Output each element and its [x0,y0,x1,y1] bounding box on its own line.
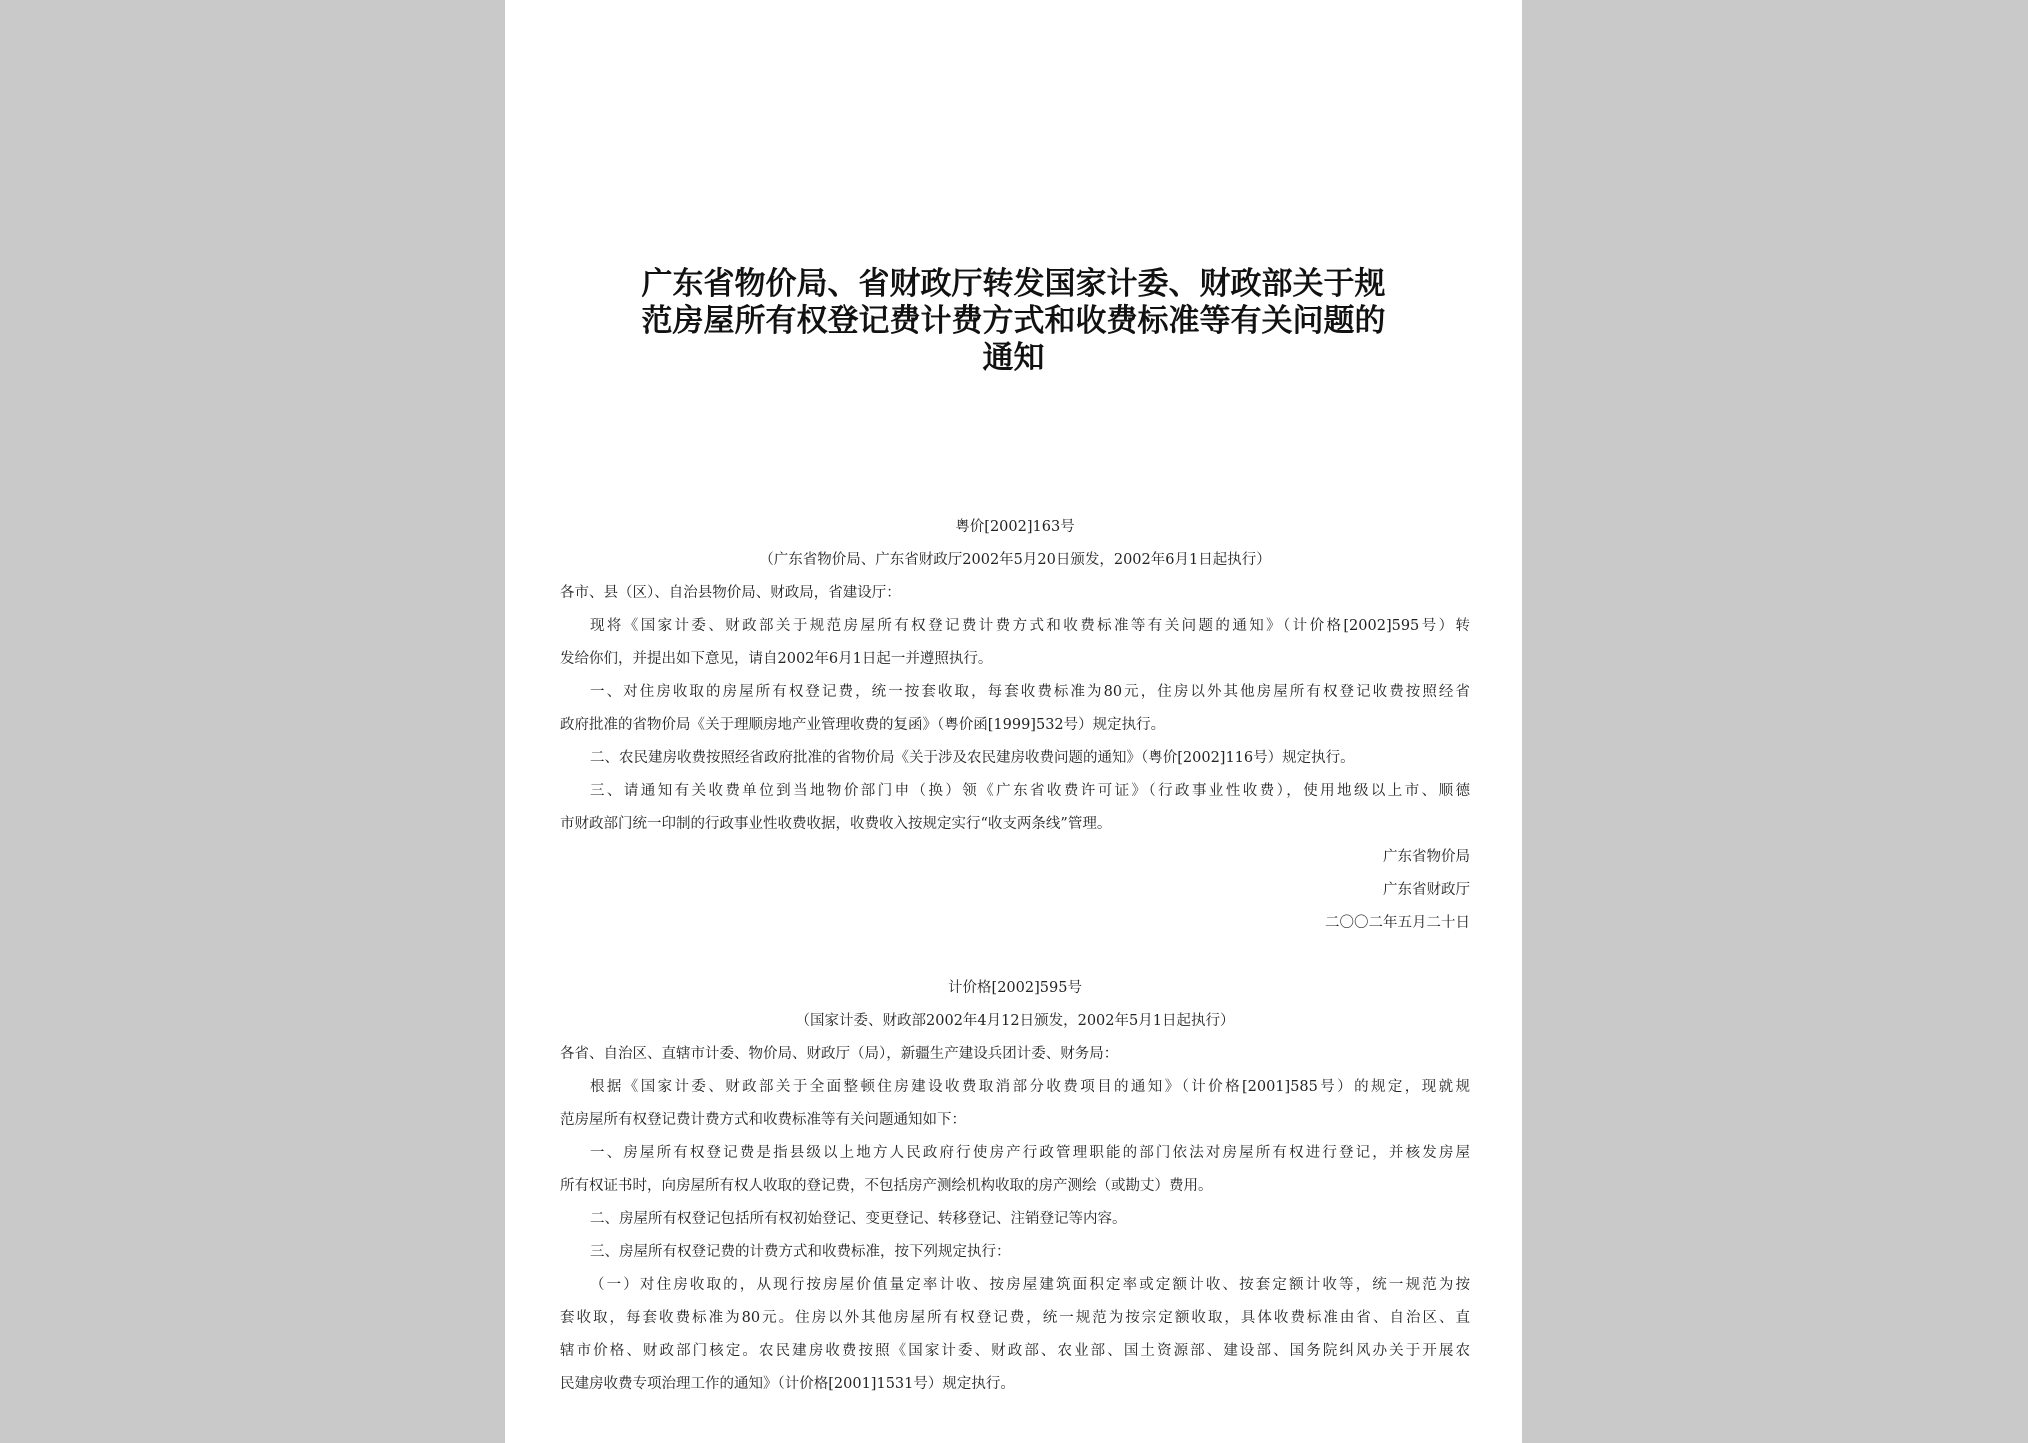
paragraph-line: 范房屋所有权登记费计费方式和收费标准等有关问题通知如下： [560,1112,966,1128]
notice-national [560,972,1470,1401]
paragraph-line: 根据《国家计委、财政部关于全面整顿住房建设收费取消部分收费项目的通知》（计价格[2001]585号）的规定，现就规 [590,1079,1470,1095]
paragraph-line: 三、请通知有关收费单位到当地物价部门申（换）领《广东省收费许可证》（行政事业性收费），使用地级以上市、顺德 [590,783,1470,799]
title-line: 通知 [982,340,1045,376]
signature-line: 广东省物价局 [1383,849,1470,865]
date-line: 二〇〇二年五月二十日 [1325,915,1470,931]
paragraph-line: 民建房收费专项治理工作的通知》（计价格[2001]1531号）规定执行。 [560,1376,1015,1392]
paragraph-line: 辖市价格、财政部门核定。农民建房收费按照《国家计委、财政部、农业部、国土资源部、建设部、国务院纠风办关于开展农 [560,1343,1470,1359]
paragraph-line: （一）对住房收取的，从现行按房屋价值量定率计收、按房屋建筑面积定率或定额计收、按套定额计收等，统一规范为按 [590,1277,1470,1293]
paragraph-line: 套收取，每套收费标准为80元。住房以外其他房屋所有权登记费，统一规范为按宗定额收取，具体收费标准由省、自治区、直 [560,1310,1470,1326]
paragraph-line: 二、房屋所有权登记包括所有权初始登记、变更登记、转移登记、注销登记等内容。 [590,1211,1127,1227]
document-title [505,266,1522,377]
paragraph-line: 三、房屋所有权登记费的计费方式和收费标准，按下列规定执行： [590,1244,1011,1260]
paragraph-line: 所有权证书时，向房屋所有权人收取的登记费，不包括房产测绘机构收取的房产测绘（或勘丈）费用。 [560,1178,1213,1194]
paragraph-line: 政府批准的省物价局《关于理顺房地产业管理收费的复函》（粤价函[1999]532号）规定执行。 [560,717,1166,733]
paragraph-line: 市财政部门统一印制的行政事业性收费收据，收费收入按规定实行“收支两条线”管理。 [560,816,1112,832]
paragraph-line: 一、房屋所有权登记费是指县级以上地方人民政府行使房产行政管理职能的部门依法对房屋所有权进行登记，并核发房屋 [590,1145,1470,1161]
title-line: 广东省物价局、省财政厅转发国家计委、财政部关于规 [641,266,1386,302]
issued-line: （国家计委、财政部2002年4月12日颁发，2002年5月1日起执行） [795,1013,1235,1029]
signature-line: 广东省财政厅 [1383,882,1470,898]
paragraph-line: 现将《国家计委、财政部关于规范房屋所有权登记费计费方式和收费标准等有关问题的通知》（计价格[2002]595号）转 [590,618,1470,634]
paragraph-line: 一、对住房收取的房屋所有权登记费，统一按套收取，每套收费标准为80元，住房以外其他房屋所有权登记收费按照经省 [590,684,1470,700]
document-page [505,0,1522,1443]
notice-guangdong [560,511,1470,940]
doc-number: 计价格[2002]595号 [948,980,1082,996]
title-line: 范房屋所有权登记费计费方式和收费标准等有关问题的 [641,303,1386,339]
paragraph-line: 二、农民建房收费按照经省政府批准的省物价局《关于涉及农民建房收费问题的通知》（粤价[2002]116号）规定执行。 [590,750,1355,766]
paragraph-line: 发给你们，并提出如下意见，请自2002年6月1日起一并遵照执行。 [560,651,993,667]
addressee: 各省、自治区、直辖市计委、物价局、财政厅（局），新疆生产建设兵团计委、财务局： [560,1046,1119,1062]
issued-line: （广东省物价局、广东省财政厅2002年5月20日颁发，2002年6月1日起执行） [759,552,1271,568]
addressee: 各市、县（区）、自治县物价局、财政局，省建设厅： [560,585,901,601]
doc-number: 粤价[2002]163号 [955,519,1075,535]
